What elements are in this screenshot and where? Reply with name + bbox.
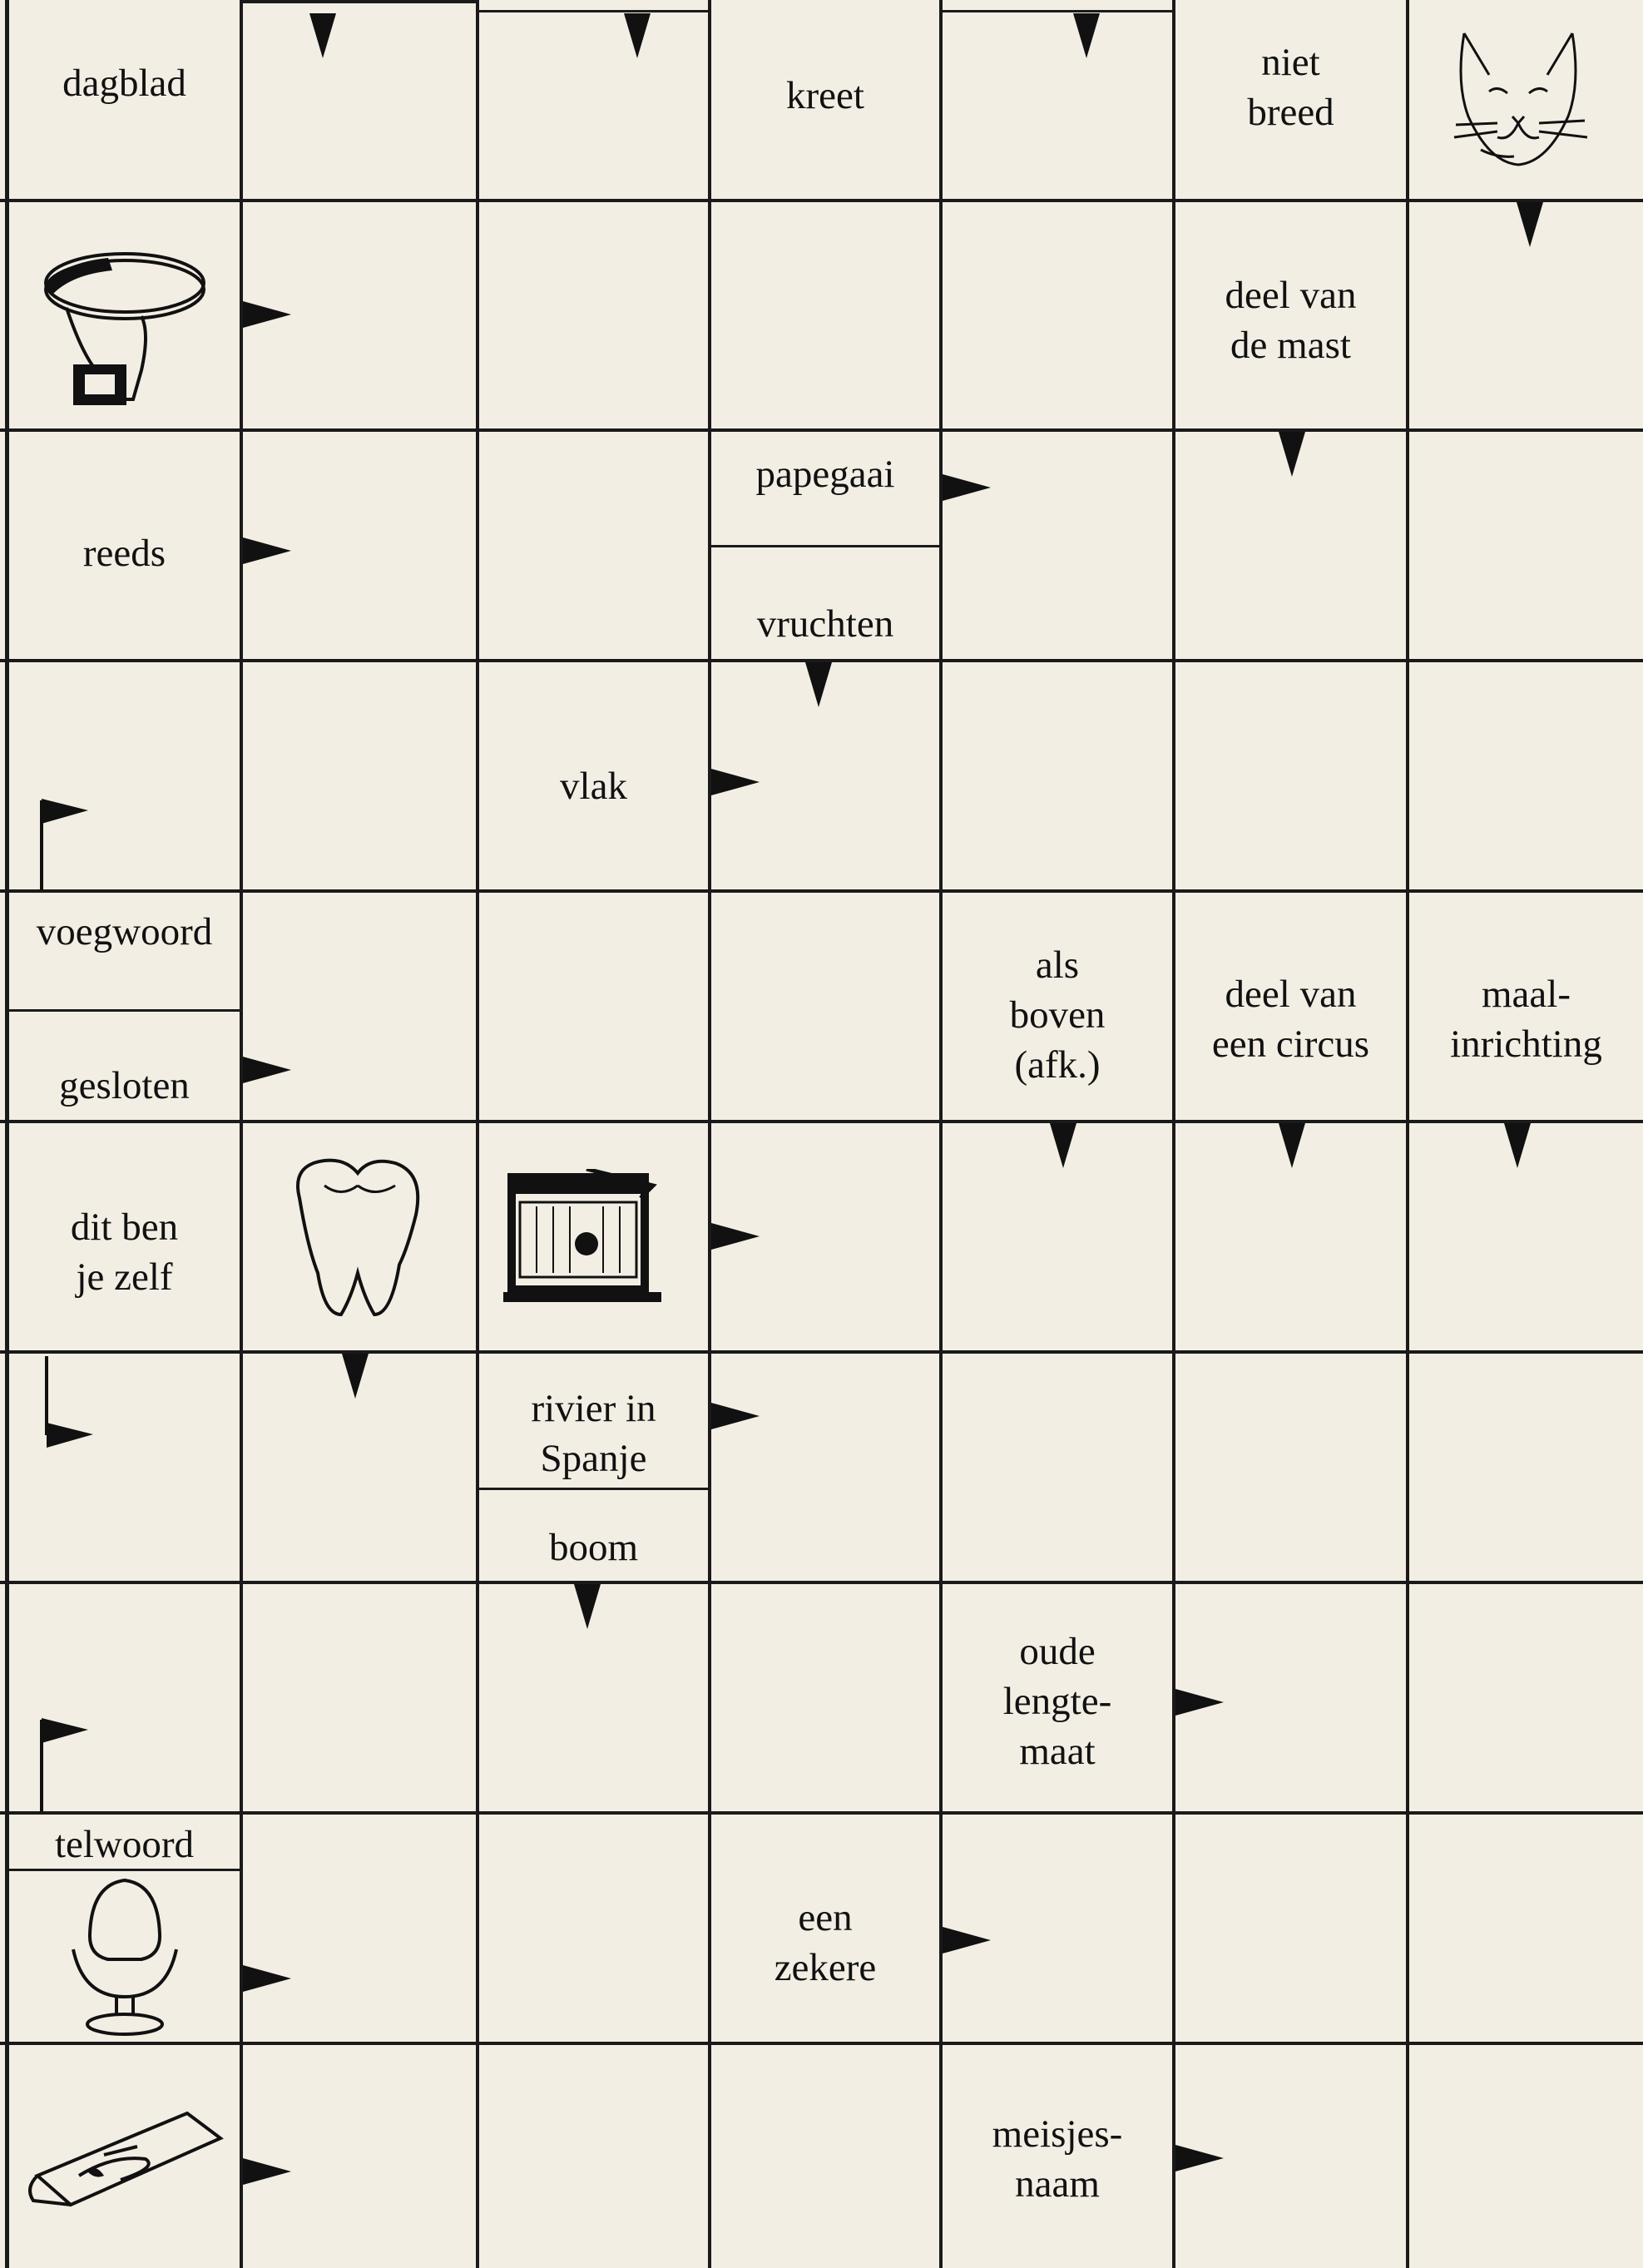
clue-voegwoord: voegwoord xyxy=(36,910,213,953)
arrow-right-icon xyxy=(243,301,293,331)
arrow-down-icon xyxy=(1279,432,1312,478)
cell-divider xyxy=(478,1488,710,1490)
grid-line xyxy=(0,1581,1643,1584)
arrow-right-icon xyxy=(243,2158,293,2188)
cell-divider xyxy=(7,1009,241,1012)
arrow-down-icon xyxy=(1279,1123,1312,1170)
cell-divider xyxy=(478,10,710,12)
clue-deel-van-een-circus: deel van een circus xyxy=(1211,973,1370,1066)
arrow-down-icon xyxy=(309,13,343,60)
arrow-right-icon xyxy=(711,1223,761,1253)
arrow-right-icon xyxy=(711,769,761,799)
grid-line xyxy=(0,1120,1643,1123)
clue-gesloten: gesloten xyxy=(59,1064,190,1107)
bent-arrow-icon xyxy=(37,1718,95,1811)
arrow-down-icon xyxy=(1517,202,1550,249)
clue-telwoord: telwoord xyxy=(54,1823,195,1866)
cell-divider xyxy=(241,0,478,3)
grid-line xyxy=(0,199,1643,202)
clue-dit-ben-je-zelf: dit ben je zelf xyxy=(70,1206,179,1299)
arrow-right-icon xyxy=(243,1057,293,1087)
clue-kreet: kreet xyxy=(786,74,864,117)
cell-divider xyxy=(710,545,941,547)
bent-arrow-icon xyxy=(37,799,95,890)
chest-icon xyxy=(503,1169,670,1306)
cat-icon xyxy=(1431,17,1606,175)
arrow-right-icon xyxy=(711,1403,761,1433)
arrow-right-icon xyxy=(243,537,293,567)
grid-line xyxy=(476,0,479,2268)
grid-line xyxy=(1406,0,1409,2268)
arrow-down-icon xyxy=(574,1584,607,1631)
arrow-right-icon xyxy=(243,1965,293,1995)
arrow-right-icon xyxy=(943,1927,992,1957)
tooth-icon xyxy=(275,1148,441,1323)
grid-line xyxy=(0,1350,1643,1354)
grid-line xyxy=(240,0,243,2268)
arrow-right-icon xyxy=(943,474,992,504)
grid-line xyxy=(0,2042,1643,2045)
arrow-down-icon xyxy=(1504,1123,1537,1170)
arrow-down-icon xyxy=(342,1354,375,1400)
grid-line xyxy=(0,428,1643,432)
mousetrap-icon xyxy=(21,2097,229,2221)
grid-line xyxy=(0,889,1643,893)
clue-vruchten: vruchten xyxy=(756,602,894,646)
clue-meisjesnaam: meisjes- naam xyxy=(992,2112,1123,2206)
clue-deel-van-de-mast: deel van de mast xyxy=(1225,274,1357,367)
grid-line xyxy=(0,1811,1643,1815)
grid-line xyxy=(5,0,9,2268)
clue-als-boven: als boven (afk.) xyxy=(1009,943,1106,1087)
clue-boom: boom xyxy=(548,1526,639,1569)
clue-rivier-in-spanje: rivier in Spanje xyxy=(531,1386,656,1480)
clue-oude-lengtemaat: oude lengte- maat xyxy=(1002,1630,1112,1773)
belt-icon xyxy=(33,233,216,412)
arrow-right-icon xyxy=(1175,1689,1225,1719)
clue-een-zekere: een zekere xyxy=(774,1896,877,1989)
arrow-right-icon xyxy=(1175,2145,1225,2175)
arrow-down-icon xyxy=(624,13,657,60)
arrow-down-icon xyxy=(805,662,839,709)
cell-divider xyxy=(941,10,1174,12)
egg-cup-icon xyxy=(67,1876,183,2038)
clue-reeds: reeds xyxy=(82,532,166,575)
clue-vlak: vlak xyxy=(560,765,627,808)
clue-maalinrichting: maal- inrichting xyxy=(1450,973,1602,1066)
clue-dagblad: dagblad xyxy=(62,62,186,105)
arrow-down-icon xyxy=(1073,13,1106,60)
clue-papegaai: papegaai xyxy=(755,453,895,496)
bent-arrow-icon xyxy=(42,1356,100,1452)
arrow-down-icon xyxy=(1050,1123,1083,1170)
clue-niet-breed: niet breed xyxy=(1247,41,1334,134)
